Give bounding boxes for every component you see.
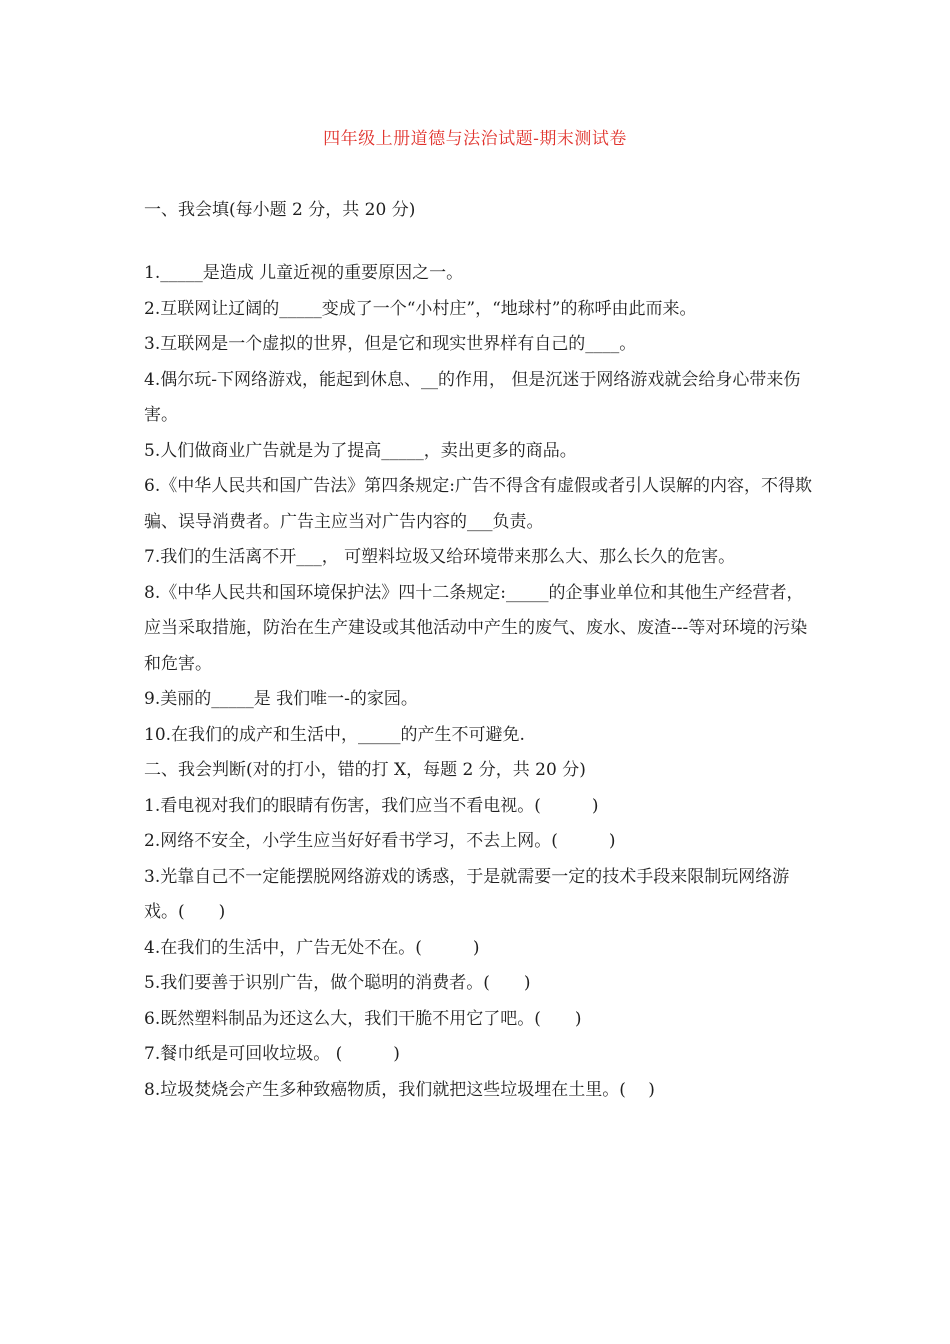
- section-1-content: [144, 256, 814, 1108]
- fill-blank-item-6: 6.《中华人民共和国广告法》第四条规定:广告不得含有虚假或者引人误解的内容，不得欺骗、误导消费者。广告主应当对广告内容的___负责。: [144, 476, 812, 532]
- true-false-item-7: 7.餐巾纸是可回收垃圾。 ( ): [144, 1044, 400, 1064]
- true-false-item-4: 4.在我们的生活中，广告无处不在。( ): [144, 937, 480, 958]
- fill-blank-item-8: 8.《中华人民共和国环境保护法》四十二条规定:_____的企事业单位和其他生产经营者，应当采取措施，防治在生产建设或其他活动中产生的废气、废水、废渣---等对环境的污染和危害。: [144, 582, 808, 674]
- page-title: 四年级上册道德与法治试题-期末测试卷: [323, 129, 627, 149]
- fill-blank-list: [144, 256, 814, 753]
- fill-blank-item-1: 1._____是造成 儿童近视的重要原因之一。: [144, 263, 464, 283]
- fill-blank-item-3: 3.互联网是一个虚拟的世界，但是它和现实世界样有自己的____。: [144, 334, 637, 354]
- true-false-item-2: 2.网络不安全，小学生应当好好看书学习，不去上网。( ): [144, 831, 616, 851]
- true-false-item-5: 5.我们要善于识别广告，做个聪明的消费者。( ): [144, 973, 531, 993]
- fill-blank-item-2: 2.互联网让辽阔的_____变成了一个“小村庄”，“地球村”的称呼由此而来。: [144, 298, 697, 319]
- true-false-item-8: 8.垃圾焚烧会产生多种致癌物质，我们就把这些垃圾埋在土里。( ): [144, 1079, 655, 1100]
- true-false-item-3: 3.光靠自己不一定能摆脱网络游戏的诱惑，于是就需要一定的技术手段来限制玩网络游戏。( ): [144, 866, 790, 922]
- fill-blank-item-7: 7.我们的生活离不开___， 可塑料垃圾又给环境带来那么大、那么长久的危害。: [144, 547, 736, 567]
- true-false-item-1: 1.看电视对我们的眼睛有伤害，我们应当不看电视。( ): [144, 795, 599, 816]
- fill-blank-item-5: 5.人们做商业广告就是为了提高_____，卖出更多的商品。: [144, 440, 577, 461]
- true-false-item-6: 6.既然塑料制品为还这么大，我们干脆不用它了吧。( ): [144, 1008, 582, 1029]
- section-1-heading: 一、我会填(每小题 2 分，共 20 分): [144, 200, 416, 220]
- fill-blank-item-9: 9.美丽的_____是 我们唯一-的家园。: [144, 689, 418, 709]
- fill-blank-item-10: 10.在我们的成产和生活中，_____的产生不可避免.: [144, 724, 525, 745]
- true-false-list: [144, 789, 814, 1109]
- fill-blank-item-4: 4.偶尔玩-下网络游戏，能起到休息、__的作用， 但是沉迷于网络游戏就会给身心带来伤害。: [144, 369, 801, 425]
- section-2-heading: 二、我会判断(对的打小，错的打 X，每题 2 分，共 20 分): [144, 760, 586, 780]
